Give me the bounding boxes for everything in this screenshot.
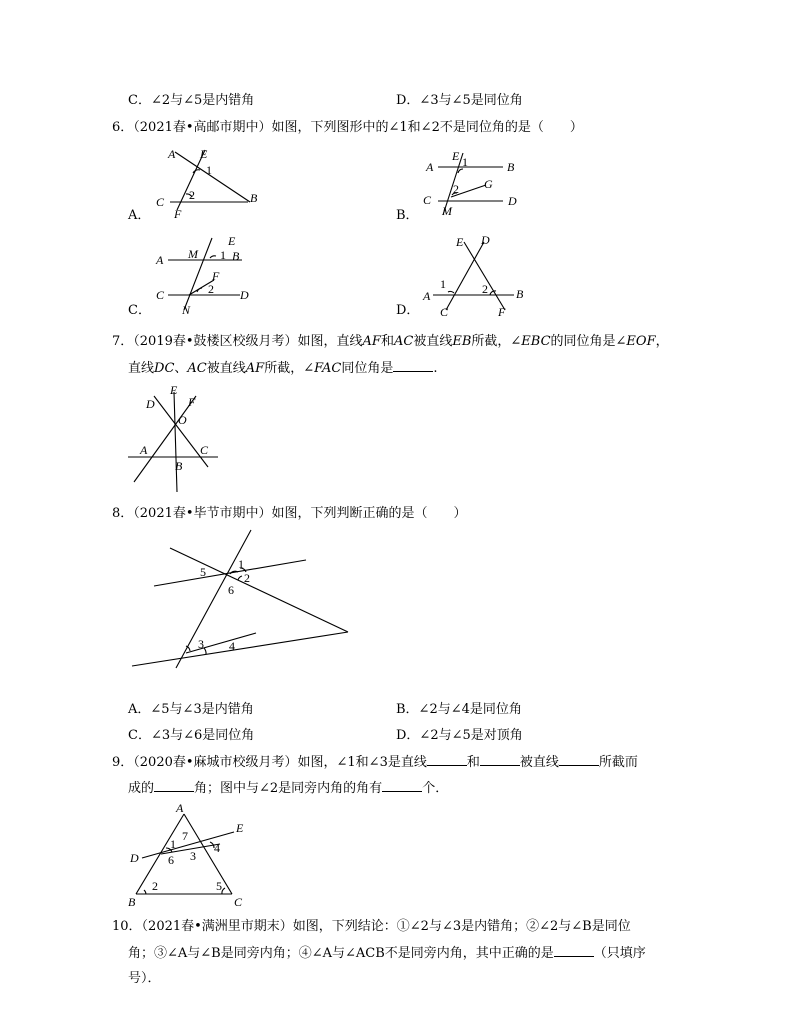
point-b-label: B xyxy=(232,249,240,263)
angle-6-label: 6 xyxy=(228,583,234,597)
angle-2-label: 2 xyxy=(453,182,459,196)
q7-var: AF xyxy=(245,361,265,376)
answer-blank[interactable] xyxy=(427,753,467,766)
point-e-label: E xyxy=(452,149,460,163)
angle-2-label: 2 xyxy=(244,571,250,585)
q5-option-d: D．∠3与∠5是同位角 xyxy=(396,93,523,108)
angle-1-label: 1 xyxy=(220,248,226,262)
point-c-label: C xyxy=(234,895,243,909)
q7-text: 的同位角是∠ xyxy=(550,334,627,349)
point-f-label: F xyxy=(212,269,220,283)
q5-option-c: C．∠2与∠5是内错角 xyxy=(128,93,255,108)
q7-text: 所截，∠ xyxy=(264,361,315,376)
q8-option-a: A．∠5与∠3是内错角 xyxy=(128,702,254,717)
point-b-label: B xyxy=(128,895,136,909)
point-b-label: B xyxy=(250,191,258,205)
angle-4-label: 4 xyxy=(214,841,220,855)
q7-text: 和 xyxy=(380,334,394,349)
angle-5-arc xyxy=(222,888,225,894)
q9-text: 成的 xyxy=(128,781,155,796)
ray-4 xyxy=(186,633,256,653)
answer-blank[interactable] xyxy=(382,779,422,792)
point-b-label: B xyxy=(516,287,524,301)
angle-2-arc xyxy=(197,288,202,292)
answer-blank[interactable] xyxy=(480,753,520,766)
q10-text: （只填序 xyxy=(593,946,646,961)
q7-text: 同位角是 xyxy=(341,361,394,376)
q9-text: 和 xyxy=(466,755,480,770)
q7-text: ， xyxy=(655,334,669,349)
line-dc xyxy=(446,242,484,310)
q7-var: EB xyxy=(452,334,472,349)
q7-text: 直线 xyxy=(128,361,155,376)
q9-text: 角；图中与∠2是同旁内角的角有 xyxy=(194,781,383,796)
q6-label-a: A． xyxy=(128,208,151,223)
q6-stem: 6．（2021春•高邮市期中）如图，下列图形中的∠1和∠2不是同位角的是（ ） xyxy=(112,120,583,135)
point-o-label: O xyxy=(178,413,187,427)
angle-5-label: 5 xyxy=(200,565,206,579)
q7-text: 7．（2019春•鼓楼区校级月考）如图，直线 xyxy=(112,334,363,349)
q7-figure xyxy=(122,382,232,497)
q10-line-1: 10．（2021春•满洲里市期末）如图，下列结论：①∠2与∠3是内错角；②∠2与∠B是同位 xyxy=(112,919,631,934)
line-ef xyxy=(464,242,505,310)
q8-stem: 8．（2021春•毕节市期中）如图，下列判断正确的是（ ） xyxy=(112,506,467,521)
angle-6-arc xyxy=(238,576,242,580)
point-c-label: C xyxy=(156,288,165,302)
angle-4-label: 4 xyxy=(229,639,235,653)
q9-text: 所截而 xyxy=(598,755,638,770)
angle-1-label: 1 xyxy=(238,557,244,571)
answer-blank[interactable] xyxy=(393,359,433,372)
point-f-label: F xyxy=(188,395,196,409)
point-d-label: D xyxy=(481,233,490,247)
point-f-label: F xyxy=(498,305,506,319)
point-e-label: E xyxy=(228,234,236,248)
angle-1-label: 1 xyxy=(206,163,212,177)
q9-text: 9．（2020春•麻城市校级月考）如图，∠1和∠3是直线 xyxy=(112,755,427,770)
point-e-label: E xyxy=(456,235,464,249)
point-b-label: B xyxy=(507,160,515,174)
point-c-label: C xyxy=(440,305,449,319)
point-m-label: M xyxy=(442,204,452,218)
q6-label-c: C． xyxy=(128,303,151,318)
point-m-label: M xyxy=(188,247,198,261)
point-a-label: A xyxy=(140,443,148,457)
answer-blank[interactable] xyxy=(554,944,594,957)
angle-3-label: 3 xyxy=(190,849,196,863)
angle-1-arc xyxy=(448,291,454,293)
angle-1-arc xyxy=(458,169,463,173)
line-transversal xyxy=(176,530,251,668)
point-a-label: A xyxy=(156,253,164,267)
q6-label-b: B． xyxy=(396,208,419,223)
point-d-label: D xyxy=(240,288,249,302)
point-d-label: D xyxy=(130,851,139,865)
point-f-label: F xyxy=(174,207,182,221)
answer-blank[interactable] xyxy=(559,753,599,766)
q7-var: AF xyxy=(362,334,381,349)
q9-figure xyxy=(124,800,264,910)
angle-2-arc xyxy=(144,890,146,894)
q8-option-d: D．∠2与∠5是对顶角 xyxy=(396,728,523,743)
point-a-label: A xyxy=(176,801,184,815)
q6-figure-a xyxy=(150,140,270,220)
angle-5-label: 5 xyxy=(216,879,222,893)
q7-var: DC xyxy=(154,361,175,376)
point-a-label: A xyxy=(426,160,434,174)
point-d-label: D xyxy=(508,194,517,208)
point-b-label: B xyxy=(175,459,183,473)
q10-line-3: 号）． xyxy=(128,971,161,986)
point-e-label: E xyxy=(170,383,178,397)
q8-option-b: B．∠2与∠4是同位角 xyxy=(396,702,522,717)
q10-line-2 xyxy=(128,944,646,963)
point-a-label: A xyxy=(423,289,431,303)
q7-text: 、 xyxy=(174,361,188,376)
q9-text: 个． xyxy=(422,781,449,796)
q7-var: AC xyxy=(187,361,207,376)
q7-var: EBC xyxy=(521,334,551,349)
q6-figure-c xyxy=(152,230,272,320)
q7-var: EOF xyxy=(626,334,656,349)
line-eb xyxy=(174,392,177,492)
angle-1-arc xyxy=(210,256,216,258)
q7-var: AC xyxy=(393,334,414,349)
angle-7-label: 7 xyxy=(182,829,188,843)
line-upper-to-apex xyxy=(170,548,348,632)
point-e-label: E xyxy=(236,821,244,835)
q6-figure-b xyxy=(418,145,538,225)
answer-blank[interactable] xyxy=(154,779,194,792)
angle-4-arc xyxy=(204,648,206,654)
angle-2-label: 2 xyxy=(208,282,214,296)
angle-2-label: 2 xyxy=(189,188,195,202)
q7-line-1 xyxy=(112,333,669,351)
line-de xyxy=(142,832,234,858)
side-ab xyxy=(136,814,184,894)
q7-var: FAC xyxy=(314,361,342,376)
point-c-label: C xyxy=(200,443,209,457)
q7-text: 所截，∠ xyxy=(471,334,522,349)
angle-1-label: 1 xyxy=(170,837,176,851)
point-c-label: C xyxy=(423,193,432,207)
angle-6-label: 6 xyxy=(168,853,174,867)
point-a-label: A xyxy=(168,147,176,161)
q7-text: 被直线 xyxy=(206,361,246,376)
point-e-label: E xyxy=(200,147,208,161)
q7-text: . xyxy=(433,361,438,376)
q7-line-2 xyxy=(128,359,437,378)
angle-2-label: 2 xyxy=(482,282,488,296)
point-c-label: C xyxy=(156,195,165,209)
point-n-label: N xyxy=(182,303,191,317)
point-d-label: D xyxy=(146,397,155,411)
angle-1-label: 1 xyxy=(462,155,468,169)
q7-text: 被直线 xyxy=(413,334,453,349)
q8-option-c: C．∠3与∠6是同位角 xyxy=(128,728,255,743)
q8-figure xyxy=(126,528,366,678)
angle-3-label: 3 xyxy=(198,637,204,651)
q10-text: 角；③∠A与∠B是同旁内角；④∠A与∠ACB不是同旁内角，其中正确的是 xyxy=(128,946,554,961)
angle-2-label: 2 xyxy=(152,879,158,893)
q9-line-1 xyxy=(112,753,638,772)
q6-figure-d xyxy=(418,230,538,320)
angle-1-label: 1 xyxy=(440,277,446,291)
q9-line-2 xyxy=(128,779,448,798)
q6-label-d: D． xyxy=(396,303,420,318)
q9-text: 被直线 xyxy=(519,755,559,770)
point-g-label: G xyxy=(484,177,493,191)
